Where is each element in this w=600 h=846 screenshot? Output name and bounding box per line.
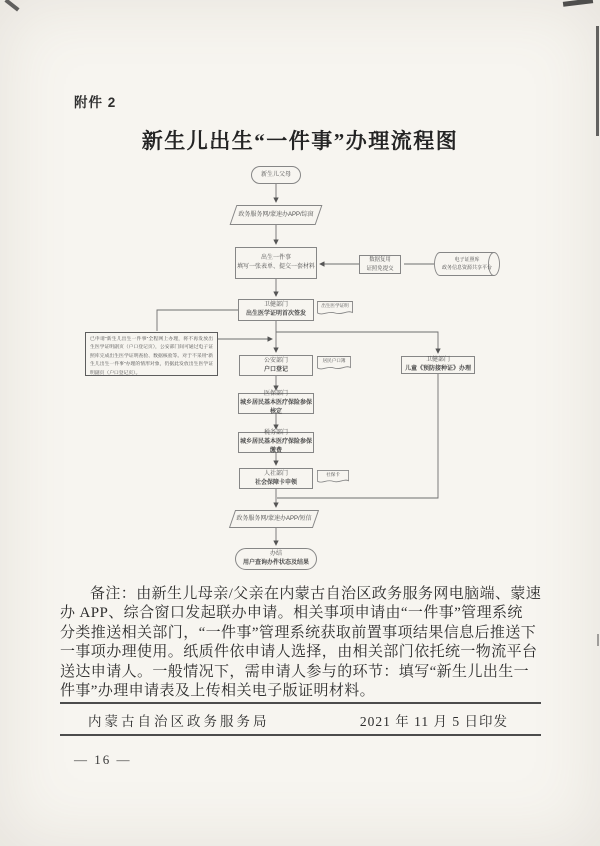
notes-paragraph <box>60 585 541 701</box>
notes-line: 一事项办理使用。纸质件依申请人选择，由相关部门依托统一物流平台 <box>60 644 538 661</box>
issue-date: 2021 年 11 月 5 日印发 <box>359 714 508 729</box>
attachment-label: 附件 2 <box>74 95 117 110</box>
reuse-line1: 数据复用 <box>369 257 391 264</box>
start-label: 新生儿父母 <box>260 171 291 178</box>
reuse-line2: 证照免提交 <box>366 265 394 272</box>
notes-line: 备注：由新生儿母亲/父亲在内蒙古自治区政务服务网电脑端、蒙速 <box>90 586 542 602</box>
birth-cert-doc-label: 出生医学证明 <box>321 303 349 308</box>
flow-start-node <box>251 166 301 184</box>
scan-artifact-right-edge <box>596 26 599 136</box>
footer-rule-bottom <box>60 734 541 736</box>
flow-database-cylinder <box>434 252 500 276</box>
notes-line: 办 APP、综合窗口发起联办申请。相关事项申请由“一件事”管理系统 <box>60 605 523 622</box>
notes-line: 送达申请人。一般情况下，需申请人参与的环节：填写“新生儿出生一 <box>60 663 530 680</box>
flow-channel-out-node <box>228 510 320 528</box>
flow-vaccination-box <box>401 356 475 374</box>
cylinder-line1: 电子证照库 <box>454 256 480 263</box>
tax-task-label: 城乡居民基本医疗保险参保缴费 <box>239 439 312 454</box>
birth-certificate-document <box>317 301 353 317</box>
main-line1: 出生一件事 <box>260 255 291 261</box>
footer-row <box>88 710 508 730</box>
scan-artifact-top-left <box>4 0 19 12</box>
issuing-agency: 内蒙古自治区政务服务局 <box>88 714 270 729</box>
flow-annotation-box <box>85 332 218 376</box>
flow-channel-in-node <box>229 205 323 225</box>
notes-line: 分类推送相关部门，“一件事”管理系统获取前置事项结果信息后推送下 <box>60 624 537 641</box>
flow-main-box <box>235 247 317 279</box>
cylinder-line2: 政务信息资源共享平台 <box>441 265 492 271</box>
medical-task-label: 城乡居民基本医疗保险参保核定 <box>239 400 312 415</box>
channel-in-label: 政务服务网/蒙速办APP/综窗 <box>238 211 314 218</box>
police-dept-label: 公安部门 <box>263 357 288 364</box>
scan-artifact-top-right <box>563 0 593 7</box>
tax-dept-label: 税务部门 <box>263 430 288 436</box>
police-task-label: 户口登记 <box>263 366 288 373</box>
flow-medical-insurance-box <box>238 393 314 414</box>
household-register-document <box>317 356 351 372</box>
flow-health-box <box>238 299 314 321</box>
sscard-doc-label: 社保卡 <box>326 472 340 477</box>
social-security-card-document <box>317 470 349 485</box>
vaccine-task-label: 儿童《预防接种证》办理 <box>404 366 471 372</box>
annotation-text: 已申请“新生儿出生一件事”全程网上办理，将不再发放出生医学证明副页（户口登记页），公安部门间可通过电子证照库完成出生医学证明查验、数据核验等。对于不采用“新生儿出生一件事”办理的情形对象，仍据此发放出生医学证明副页（户口登记页）。 <box>90 337 213 376</box>
flow-social-security-box <box>239 468 313 489</box>
scan-artifact-right-edge-low <box>597 634 599 646</box>
health-task-label: 出生医学证明首次签发 <box>245 311 306 317</box>
social-dept-label: 人社部门 <box>263 470 288 477</box>
vaccine-dept-label: 卫健部门 <box>425 357 450 363</box>
hukou-doc-label: 居民户口簿 <box>322 358 346 363</box>
flow-end-node <box>235 548 317 570</box>
page-number: — 16 — <box>74 752 132 767</box>
notes-line: 件事”办理申请表及上传相关电子版证明材料。 <box>60 683 376 700</box>
end-line2: 用户查询办件状态及结果 <box>242 560 309 566</box>
flow-tax-box <box>238 432 314 453</box>
page-title: 新生儿出生“一件事”办理流程图 <box>141 129 459 153</box>
main-line2: 填写一张表单、提交一套材料 <box>236 264 315 270</box>
end-line1: 办结 <box>269 551 282 557</box>
social-task-label: 社会保障卡申领 <box>254 479 297 486</box>
channel-out-label: 政务服务网/蒙速办APP/短信 <box>236 515 312 522</box>
footer-rule-top <box>60 702 541 704</box>
health-dept-label: 卫健部门 <box>263 302 288 308</box>
medical-dept-label: 医保部门 <box>263 391 288 397</box>
flow-data-reuse-box <box>359 255 401 274</box>
flow-police-box <box>239 355 313 376</box>
